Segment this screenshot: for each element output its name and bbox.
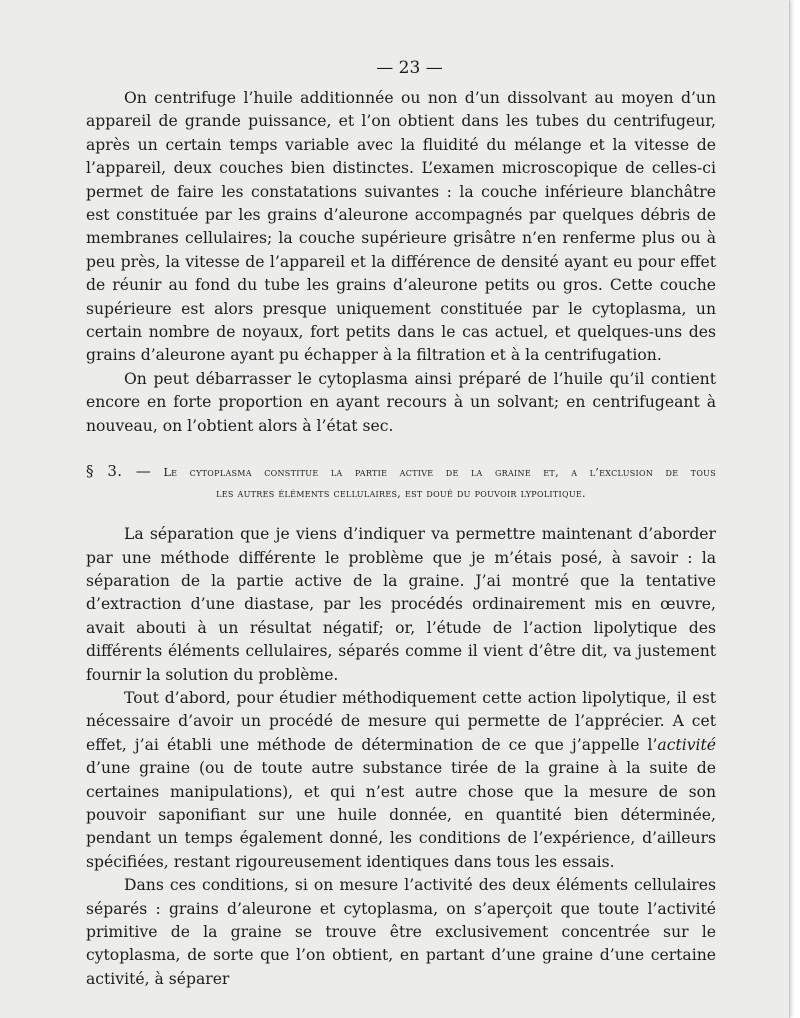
page-number: — 23 —	[376, 58, 443, 78]
section-number: § 3. —	[86, 462, 152, 481]
section-heading-line-1	[86, 461, 716, 483]
section-heading	[86, 461, 716, 504]
page-body	[86, 87, 716, 991]
paragraph-centrifugation: On centrifuge l’huile additionnée ou non d’un dissolvant au moyen d’un appareil de grande puissance, et l’on obtient dans les tubes du centrifugeur, après un certain temps variable avec la fluidité du mélange et la vitesse de l’appareil, deux couches bien distinctes. L’examen microscopique de celles-ci permet de faire les constatations suivantes : la couche inférieure blanchâtre est constituée par les grains d’aleurone accompagnés par quelques débris de membranes cellulaires; la couche supérieure grisâtre n’en renferme plus ou à peu près, la vitesse de l’appareil et la différence de densité ayant eu pour effet de réunir au fond du tube les grains d’aleurone petits ou gros. Cette couche supérieure est alors presque uniquement constituée par le cytoplasma, un certain nombre de noyaux, fort petits dans le cas actuel, et quelques-uns des grains d’aleurone ayant pu échapper à la filtration et à la centrifugation.	[86, 89, 716, 365]
method-text-start: Tout d’abord, pour étudier méthodiquement cette action lipolytique, il est nécessaire d’avoir un procédé de mesure qui permette de l’apprécier. A cet effet, j’ai établi une méthode de détermination de ce que j’appelle l’	[86, 688, 716, 754]
paragraph-conditions: Dans ces conditions, si on mesure l’activité des deux éléments cellulaires séparés : grains d’aleurone et cytoplasma, on s’aperçoit que toute l’activité primitive de la graine se trouve être exclusivement concentrée sur le cytoplasma, de sorte que l’on obtient, en partant d’une graine d’une certaine activité, à séparer	[86, 876, 716, 988]
paragraph-solvent: On peut débarrasser le cytoplasma ainsi préparé de l’huile qu’il contient encore en forte proportion en ayant recours à un solvant; en centrifugeant à nouveau, on l’obtient alors à l’état sec.	[86, 369, 716, 435]
method-text-end: d’une graine (ou de toute autre substance tirée de la graine à la suite de certaines manipulations), et qui n’est autre chose que la mesure de son pouvoir saponifiant sur une huile donnée, en quantité bien déterminée, pendant un temps également donné, les conditions de l’expérience, d’ailleurs spécifiées, restant rigoureusement identiques dans tous les essais.	[86, 759, 716, 871]
paragraph-separation: La séparation que je viens d’indiquer va permettre maintenant d’aborder par une méthode différente le problème que je m’étais posé, à savoir : la séparation de la partie active de la graine. J’ai montré que la tentative d’extraction d’une diastase, par les procédés ordinairement mis en œuvre, avait abouti à un résultat négatif; or, l’étude de l’action lipolytique des différents éléments cellulaires, séparés comme il vient d’être dit, va justement fournir la solution du problème.	[86, 525, 716, 684]
paragraph-method	[86, 687, 716, 874]
section-title-part-2: les autres éléments cellulaires, est doué du pouvoir lypolitique.	[216, 487, 586, 501]
section-title-part-1: Le cytoplasma constitue la partie active de la graine et, a l’exclusion de tous	[163, 466, 717, 480]
activity-term: activité	[657, 735, 716, 754]
